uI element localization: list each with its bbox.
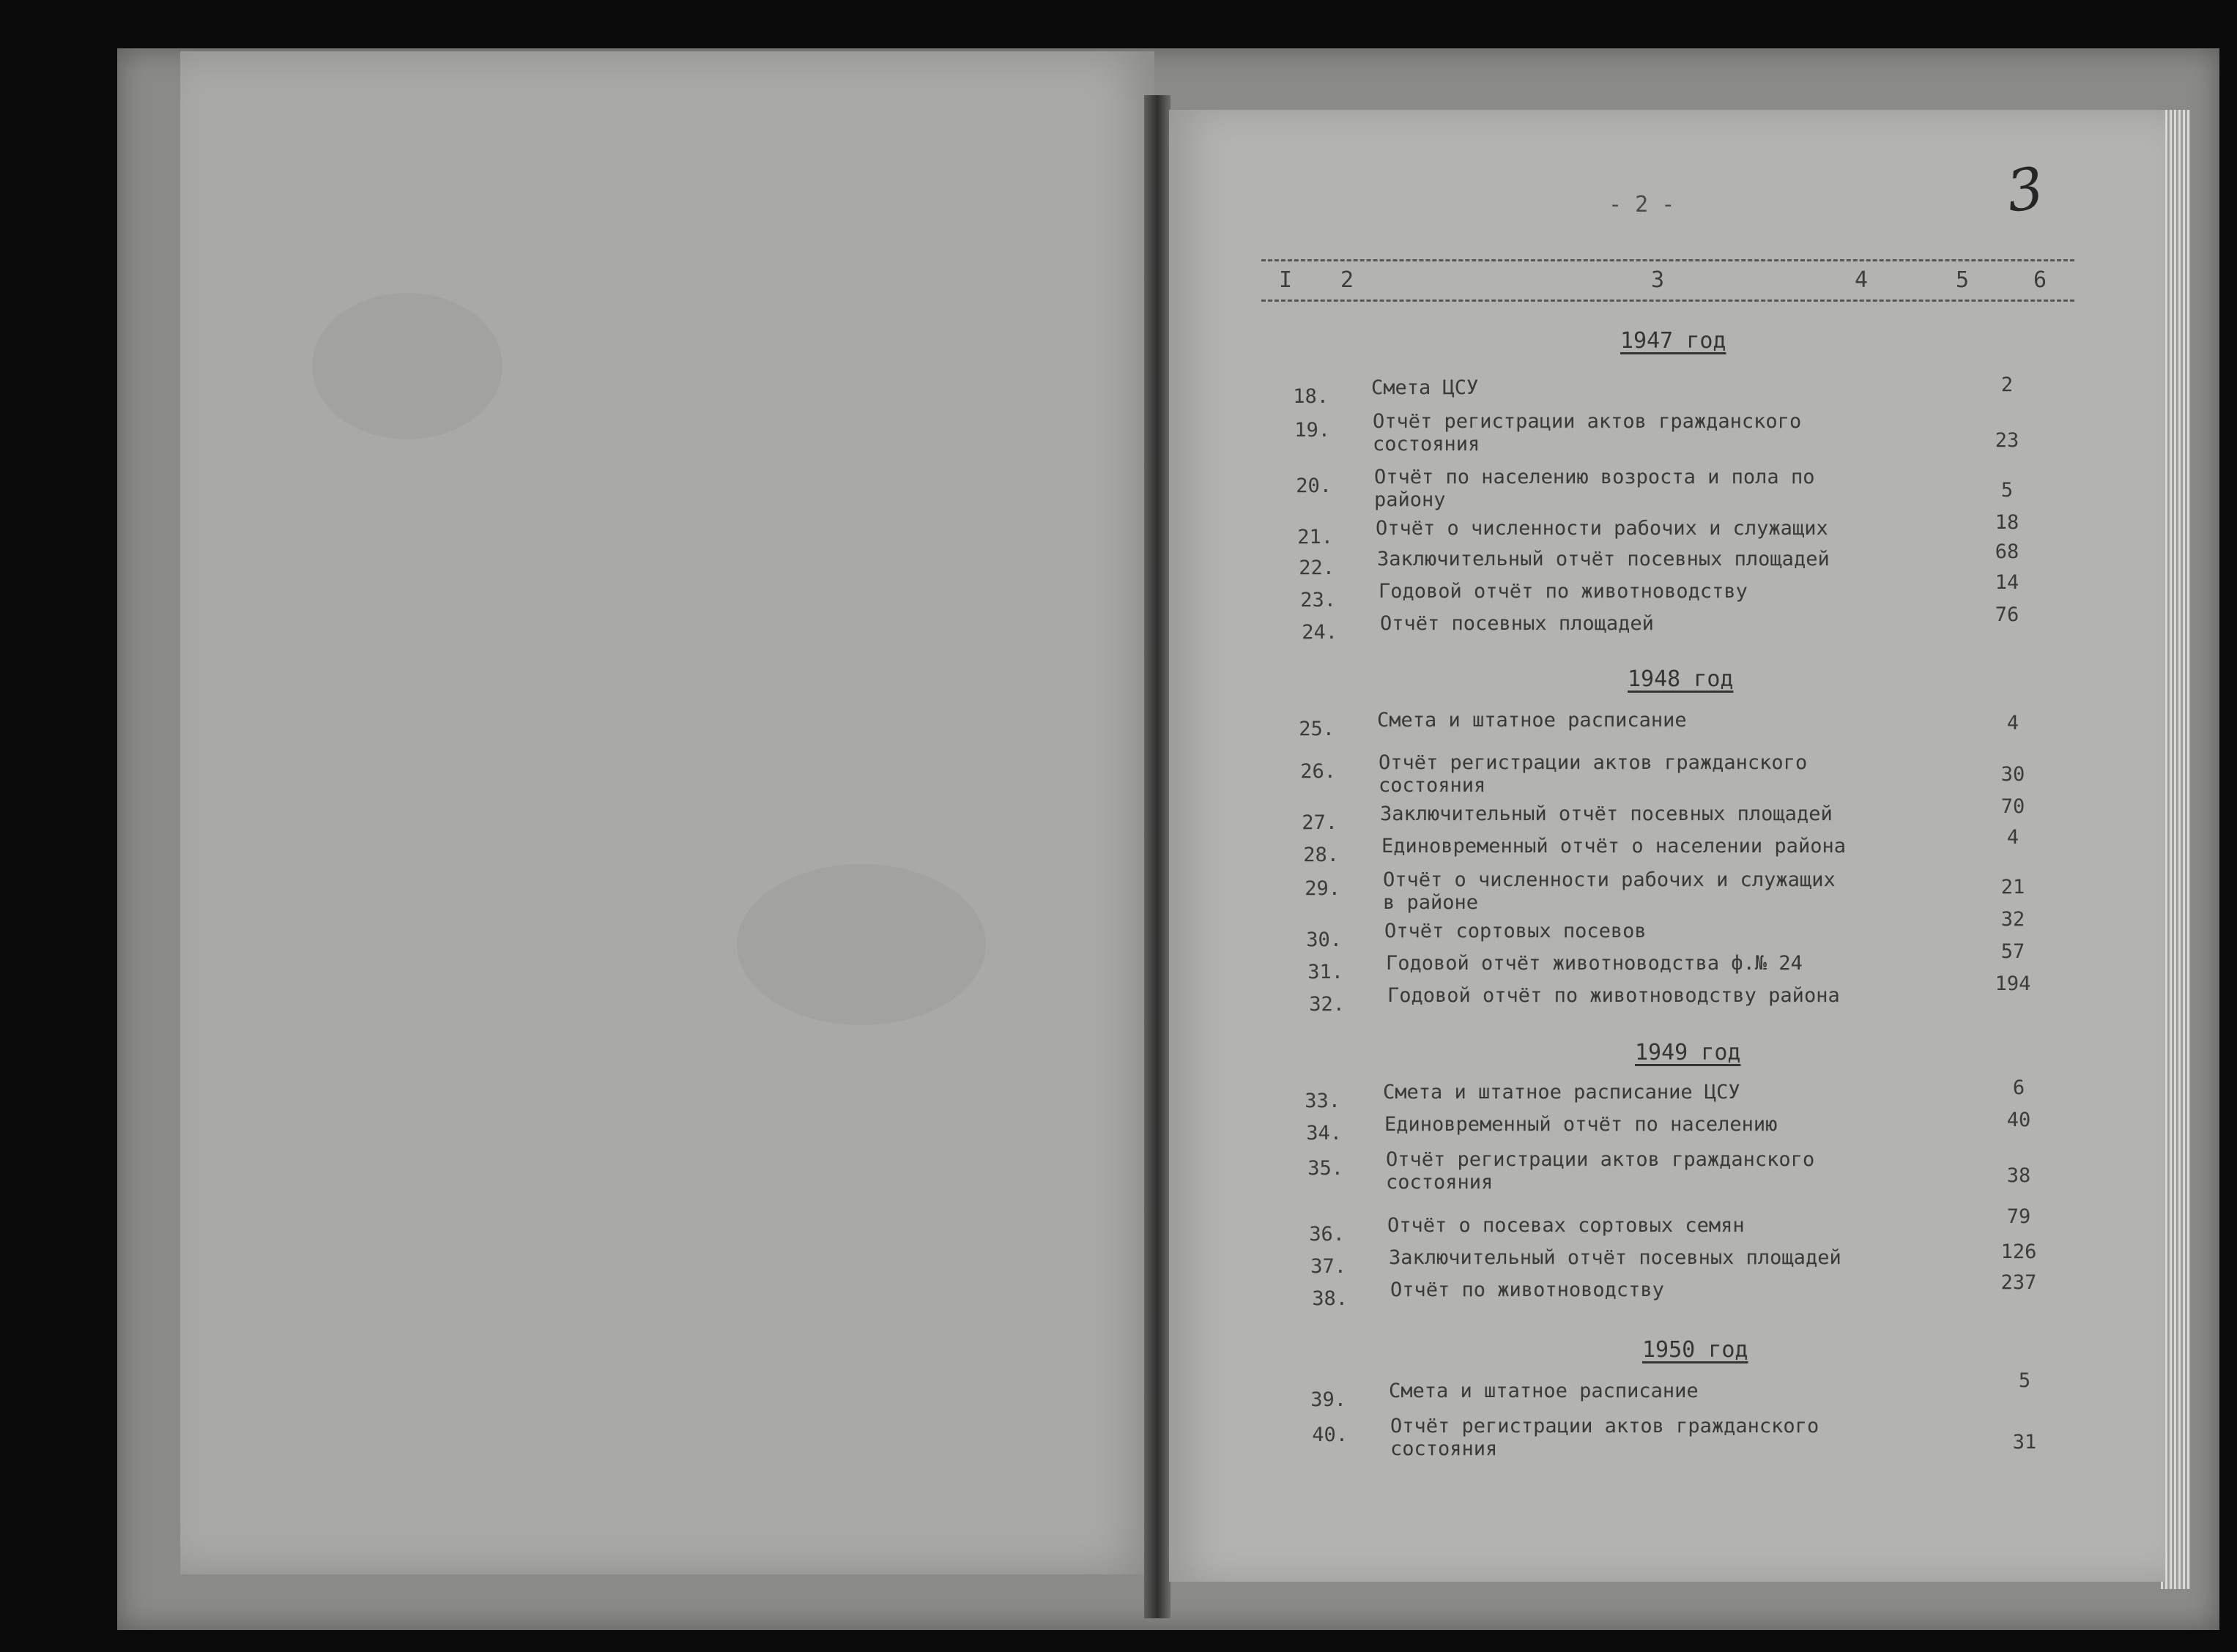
entry-title-line: Отчёт регистрации актов гражданского <box>1373 410 1802 433</box>
entry-title-line: Смета и штатное расписание <box>1389 1380 1699 1402</box>
entry-title-line: Заключительный отчёт посевных площадей <box>1389 1246 1841 1269</box>
entry-title-line: Годовой отчёт животноводства ф.№ 24 <box>1386 952 1803 975</box>
entry-sheet-count: 4 <box>2006 712 2019 734</box>
entry-number: 31. <box>1307 961 1343 983</box>
entry-title-line: Отчёт о посевах сортовых семян <box>1387 1214 1745 1237</box>
entry-title-line: Смета и штатное расписание ЦСУ <box>1383 1081 1740 1104</box>
entry-sheet-count: 30 <box>2000 763 2025 786</box>
entry-number: 33. <box>1305 1090 1340 1112</box>
entry-title-line: Отчёт по населению возроста и пола по <box>1374 466 1815 488</box>
entry-number: 40. <box>1312 1424 1348 1446</box>
entry-number: 19. <box>1294 419 1330 442</box>
entry-sheet-count: 126 <box>2000 1240 2037 1263</box>
year-heading: 1950 год <box>1642 1337 1748 1363</box>
entry-number: 36. <box>1309 1223 1345 1246</box>
column-number: 6 <box>2033 267 2047 293</box>
entry-sheet-count: 18 <box>1995 511 2019 534</box>
entry-number: 37. <box>1310 1255 1346 1278</box>
entry-title-line: Единовременный отчёт о населении района <box>1381 835 1846 857</box>
entry-sheet-count: 4 <box>2006 826 2019 849</box>
entry-title-line: Смета ЦСУ <box>1371 376 1479 399</box>
entry-number: 30. <box>1306 929 1342 951</box>
entry-title-line: в районе <box>1383 891 1479 914</box>
entry-sheet-count: 5 <box>2018 1369 2031 1392</box>
entry-sheet-count: 2 <box>2000 373 2014 396</box>
archive-sheet-mark: 3 <box>2002 155 2048 226</box>
entry-sheet-count: 79 <box>2006 1205 2031 1228</box>
entry-number: 21. <box>1297 526 1333 548</box>
entry-number: 24. <box>1302 621 1338 644</box>
entry-number: 27. <box>1302 811 1338 834</box>
entry-sheet-count: 76 <box>1995 603 2019 626</box>
entry-sheet-count: 21 <box>2000 876 2025 898</box>
entry-number: 22. <box>1299 557 1335 579</box>
entry-title-line: району <box>1374 488 1446 511</box>
column-header-row <box>1261 259 2074 302</box>
entry-sheet-count: 14 <box>1995 571 2019 594</box>
entry-number: 18. <box>1293 385 1329 408</box>
entry-sheet-count: 194 <box>1995 972 2031 995</box>
year-heading: 1949 год <box>1635 1040 1741 1065</box>
column-number: 3 <box>1651 267 1665 293</box>
entry-number: 35. <box>1307 1157 1343 1180</box>
entry-title-line: Единовременный отчёт по населению <box>1384 1113 1778 1136</box>
entry-number: 38. <box>1312 1287 1348 1310</box>
entry-sheet-count: 57 <box>2000 940 2025 963</box>
entry-number: 34. <box>1306 1122 1342 1145</box>
left-blank-page <box>180 51 1154 1574</box>
entry-sheet-count: 32 <box>2000 908 2025 931</box>
entry-title-line: Годовой отчёт по животноводству <box>1379 580 1748 603</box>
entry-sheet-count: 6 <box>2012 1076 2025 1099</box>
entry-title-line: состояния <box>1373 433 1480 455</box>
entry-number: 32. <box>1309 993 1345 1016</box>
book-spine <box>1144 95 1171 1618</box>
entry-sheet-count: 31 <box>2012 1431 2037 1454</box>
entry-title-line: Отчёт посевных площадей <box>1380 612 1654 635</box>
entry-title-line: Отчёт по животноводству <box>1390 1279 1664 1301</box>
entry-number: 25. <box>1299 718 1335 740</box>
entry-number: 26. <box>1300 760 1336 783</box>
column-number: 4 <box>1855 267 1869 293</box>
year-heading: 1948 год <box>1628 666 1734 692</box>
entry-title-line: Отчёт сортовых посевов <box>1384 920 1647 942</box>
entry-title-line: Отчёт о численности рабочих и служащих <box>1376 517 1828 540</box>
paper-stain <box>312 293 502 439</box>
entry-title-line: Заключительный отчёт посевных площадей <box>1380 803 1833 825</box>
paper-stain <box>737 864 986 1025</box>
entry-title-line: Смета и штатное расписание <box>1377 709 1687 732</box>
column-number: 2 <box>1340 267 1354 293</box>
entry-title-line: Заключительный отчёт посевных площадей <box>1377 548 1830 570</box>
entry-title-line: состояния <box>1390 1437 1498 1460</box>
year-heading: 1947 год <box>1620 328 1726 354</box>
entry-sheet-count: 40 <box>2006 1109 2031 1131</box>
page-edges <box>2161 110 2190 1589</box>
entry-sheet-count: 23 <box>1995 429 2019 452</box>
entry-sheet-count: 237 <box>2000 1271 2037 1294</box>
entry-sheet-count: 38 <box>2006 1164 2031 1187</box>
entry-number: 28. <box>1303 844 1339 866</box>
entry-sheet-count: 70 <box>2000 795 2025 818</box>
entry-title-line: Годовой отчёт по животноводству района <box>1387 984 1840 1007</box>
page-number: - 2 - <box>1609 192 1675 217</box>
entry-sheet-count: 5 <box>2000 479 2014 502</box>
entry-title-line: состояния <box>1379 774 1486 797</box>
entry-number: 20. <box>1296 475 1332 497</box>
column-number: 5 <box>1956 267 1970 293</box>
column-number: I <box>1279 267 1293 293</box>
entry-title-line: состояния <box>1386 1171 1494 1194</box>
entry-title-line: Отчёт регистрации актов гражданского <box>1386 1148 1815 1171</box>
entry-sheet-count: 68 <box>1995 540 2019 563</box>
entry-number: 29. <box>1305 877 1340 900</box>
entry-title-line: Отчёт регистрации актов гражданского <box>1390 1415 1819 1437</box>
entry-number: 23. <box>1300 589 1336 611</box>
entry-number: 39. <box>1310 1388 1346 1411</box>
entry-title-line: Отчёт о численности рабочих и служащих <box>1383 868 1836 891</box>
entry-title-line: Отчёт регистрации актов гражданского <box>1379 751 1808 774</box>
